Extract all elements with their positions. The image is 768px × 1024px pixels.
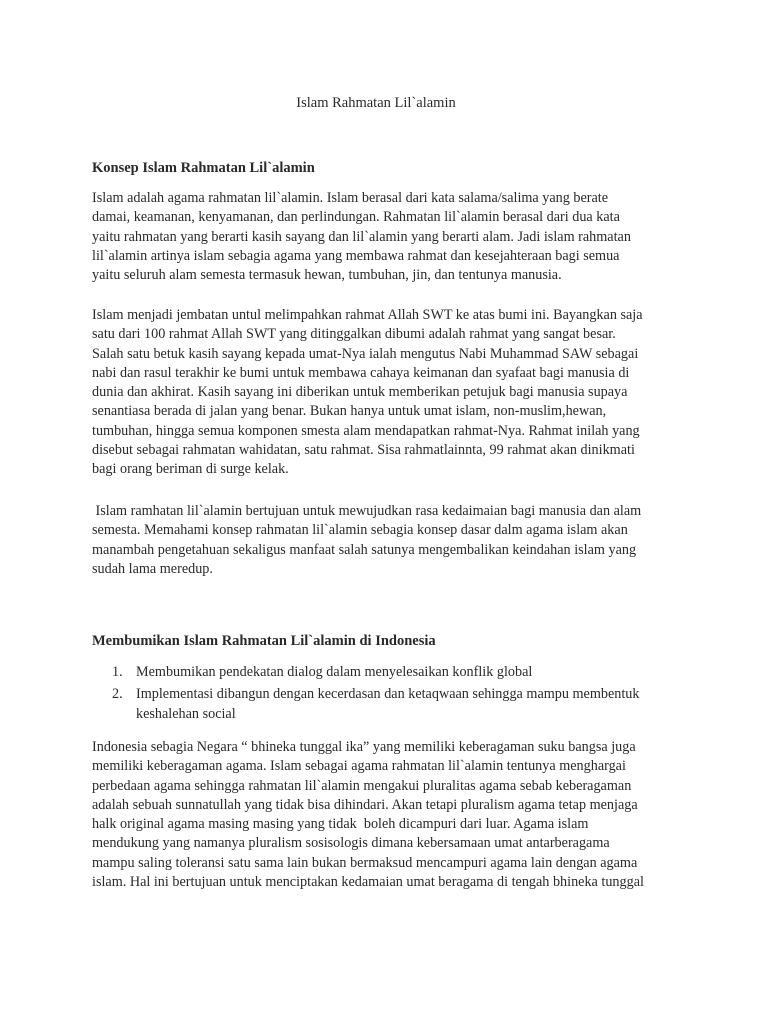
text-line: mampu saling toleransi satu sama lain bukan bermaksud mencampuri agama lain dengan agama [92, 854, 638, 871]
text-line: memiliki keberagaman agama. Islam sebagai agama rahmatan lil`alamin tentunya menghargai [92, 758, 626, 775]
text-line: Indonesia sebagia Negara “ bhineka tunggal ika” yang memiliki keberagaman suku bangsa juga [92, 739, 636, 755]
text-line: semesta. Memahami konsep rahmatan lil`alamin sebagia konsep dasar dalm agama islam akan [92, 522, 628, 539]
numbered-list [112, 663, 640, 727]
list-item [112, 663, 640, 682]
list-number: 1. [112, 664, 123, 680]
section-heading-membumikan: Membumikan Islam Rahmatan Lil`alamin di Indonesia [92, 633, 436, 649]
text-line: halk original agama masing masing yang tidak boleh dicampuri dari luar. Agama islam [92, 816, 589, 833]
paragraph-konsep-1 [92, 189, 631, 285]
list-item-text: keshalehan social [136, 705, 236, 722]
text-line: dunia dan akhirat. Kasih sayang ini diberikan untuk memberikan petujuk bagi manusia supaya [92, 384, 628, 401]
text-line: mendukung yang namanya pluralism sosisologis dimana kebersamaan umat antarberagama [92, 835, 610, 852]
text-line: islam. Hal ini bertujuan untuk menciptakan kedamaian umat beragama di tengah bhineka tunggal [92, 874, 644, 891]
text-line: yaitu rahmatan yang berarti kasih sayang dan lil`alamin yang berarti alam. Jadi islam rahmatan [92, 228, 631, 245]
list-item-text: Implementasi dibangun dengan kecerdasan dan ketaqwaan sehingga mampu membentuk [136, 686, 640, 703]
text-line: tumbuhan, hingga semua komponen smesta alam mendapatkan rahmat-Nya. Rahmat inilah yang [92, 422, 640, 439]
text-line: damai, keamanan, kenyamanan, dan perlindungan. Rahmatan lil`alamin berasal dari dua kata [92, 209, 620, 226]
section-heading-konsep: Konsep Islam Rahmatan Lil`alamin [92, 160, 315, 176]
text-line: Islam adalah agama rahmatan lil`alamin. Islam berasal dari kata salama/salima yang berate [92, 190, 609, 206]
text-line: Islam menjadi jembatan untul melimpahkan rahmat Allah SWT ke atas bumi ini. Bayangkan saja [92, 307, 643, 323]
text-line: nabi dan rasul terakhir ke bumi untuk membawa cahaya keimanan dan syafaat bagi manusia di [92, 364, 630, 381]
list-number: 2. [112, 686, 123, 703]
text-line: lil`alamin artinya islam sebagia agama yang membawa rahmat dan kesejahteraan bagi semua [92, 247, 620, 264]
text-line: sudah lama meredup. [92, 560, 213, 577]
text-line: disebut sebagai rahmatan wahidatan, satu rahmat. Sisa rahmatlainnta, 99 rahmat akan dinikmati [92, 442, 635, 459]
paragraph-indonesia [92, 738, 644, 892]
text-line: perbedaan agama sehingga rahmatan lil`alamin mengakui pluralitas agama sebab keberagaman [92, 777, 632, 794]
text-line: adalah sebuah sunnatullah yang tidak bisa dihindari. Akan tetapi pluralism agama tetap menjaga [92, 796, 638, 813]
paragraph-konsep-3 [92, 502, 641, 579]
text-line: Islam ramhatan lil`alamin bertujuan untuk mewujudkan rasa kedaimaian bagi manusia dan alam [92, 503, 642, 519]
text-line: senantiasa berada di jalan yang benar. Bukan hanya untuk umat islam, non-muslim,hewan, [92, 403, 607, 420]
text-line: Salah satu betuk kasih sayang kepada umat-Nya ialah mengutus Nabi Muhammad SAW sebagai [92, 345, 639, 362]
text-line: satu dari 100 rahmat Allah SWT yang ditinggalkan dibumi adalah rahmat yang sangat besar. [92, 326, 616, 343]
list-item [112, 685, 640, 724]
text-line: bagi orang beriman di surge kelak. [92, 461, 289, 478]
paragraph-konsep-2 [92, 306, 643, 480]
list-item-text: Membumikan pendekatan dialog dalam menyelesaikan konflik global [136, 664, 533, 680]
text-line: manambah pengetahuan sekaligus manfaat salah satunya mengembalikan keindahan islam yang [92, 541, 637, 558]
document-title: Islam Rahmatan Lil`alamin [296, 95, 456, 111]
text-line: yaitu seluruh alam semesta termasuk hewan, tumbuhan, jin, dan tentunya manusia. [92, 267, 562, 284]
